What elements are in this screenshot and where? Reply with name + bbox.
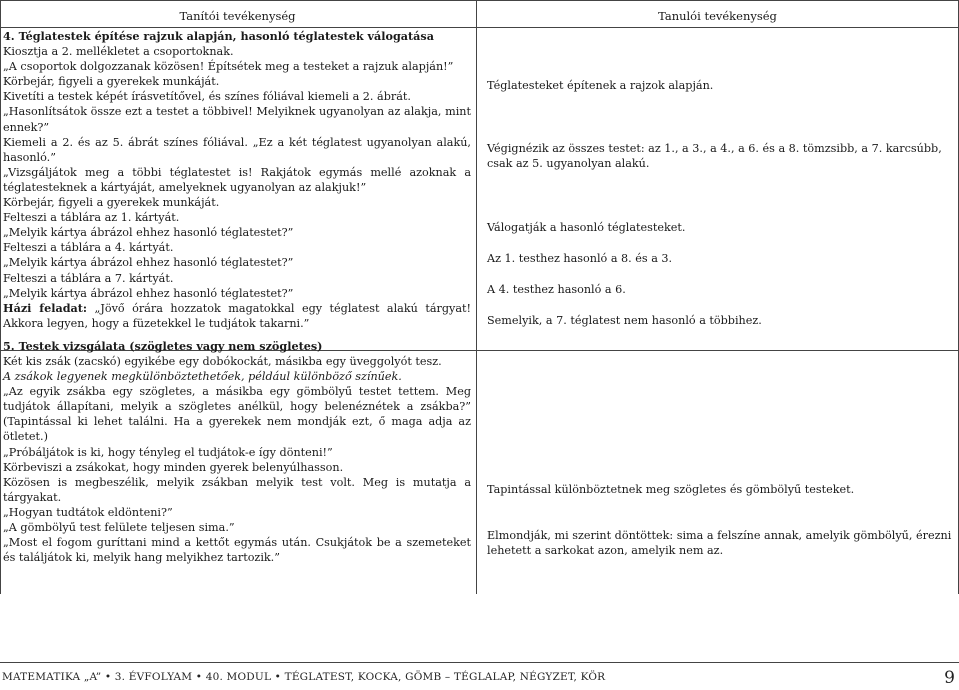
text-line: Körbejár, figyeli a gyerekek munkáját. bbox=[3, 75, 220, 89]
text-line: Közösen is megbeszélik, melyik zsákban melyik test volt. Meg is mutatja a tárgyakat. bbox=[3, 475, 471, 504]
text-line: Felteszi a táblára a 7. kártyát. bbox=[3, 271, 174, 285]
text-line: Kiemeli a 2. és az 5. ábrát színes fóliával. „Ez a két téglatest ugyanolyan alakú, hasonló.” bbox=[3, 135, 471, 164]
student-text-4: Az 1. testhez hasonló a 8. és a 3. bbox=[487, 252, 673, 265]
column-divider bbox=[476, 0, 477, 594]
text-line: Két kis zsák (zacskó) egyikébe egy dobókockát, másikba egy üveggolyót tesz. bbox=[3, 354, 442, 368]
table-left-border bbox=[0, 0, 1, 594]
text-line: Felteszi a táblára az 1. kártyát. bbox=[3, 211, 180, 225]
student-text-3: Válogatják a hasonló téglatesteket. bbox=[487, 221, 686, 234]
text-line: „Vizsgáljátok meg a többi téglatestet is! Rakjátok egymás mellé azoknak a téglatesteknek a kártyáját, amelyeknek ugyanolyan az alakjuk!” bbox=[3, 165, 471, 194]
table-top-border bbox=[0, 0, 959, 1]
text-line: „Az egyik zsákba egy szögletes, a másikba egy gömbölyű testet tettem. Meg tudjátok állapítani, melyik a szögletes anélkül, hogy belenéznétek a zsákba?” (Tapintással ki lehet találni. Ha a gyerekek nem mondják ezt, ő maga adja az ötletet.) bbox=[3, 385, 471, 444]
text-line: Felteszi a táblára a 4. kártyát. bbox=[3, 241, 174, 255]
student-text-8: Elmondják, mi szerint döntöttek: sima a felszíne annak, amelyik gömbölyű, érezni lehetett a sarkokat azon, amelyik nem az. bbox=[487, 529, 952, 558]
student-text-1: Téglatesteket építenek a rajzok alapján. bbox=[487, 79, 714, 92]
text-line: Kivetíti a testek képét írásvetítővel, és színes fóliával kiemeli a 2. ábrát. bbox=[3, 90, 411, 104]
text-line: Körbejár, figyeli a gyerekek munkáját. bbox=[3, 196, 220, 210]
homework-paragraph bbox=[3, 301, 471, 331]
footer-rule bbox=[0, 662, 959, 663]
section-5-heading: 5. Testek vizsgálata (szögletes vagy nem szögletes) bbox=[3, 338, 323, 353]
text-line: „Próbáljátok is ki, hogy tényleg el tudjátok-e így dönteni!” bbox=[3, 445, 333, 459]
text-line: „Melyik kártya ábrázol ehhez hasonló téglatestet?” bbox=[3, 286, 294, 300]
italic-note: A zsákok legyenek megkülönböztethetőek, például különböző színűek. bbox=[3, 370, 402, 384]
header-teacher-activity: Tanítói tevékenység bbox=[179, 9, 296, 23]
header-student-activity: Tanulói tevékenység bbox=[658, 9, 777, 23]
footer-title: MATEMATIKA „A” • 3. ÉVFOLYAM • 40. MODUL • TÉGLATEST, KOCKA, GÖMB – TÉGLALAP, NÉGYZET, KÖR bbox=[2, 671, 606, 683]
text-line: „A csoportok dolgozzanak közösen! Építsétek meg a testeket a rajzuk alapján!” bbox=[3, 60, 454, 74]
section-4-heading: 4. Téglatestek építése rajzuk alapján, hasonló téglatestek válogatása bbox=[3, 29, 434, 43]
text-line: Kiosztja a 2. mellékletet a csoportoknak. bbox=[3, 45, 234, 59]
text-line: „Hasonlítsátok össze ezt a testet a többivel! Melyiknek ugyanolyan az alakja, mint ennek?” bbox=[3, 105, 471, 134]
text-line: „Melyik kártya ábrázol ehhez hasonló téglatestet?” bbox=[3, 256, 294, 270]
text-line: „Hogyan tudtátok eldönteni?” bbox=[3, 505, 173, 519]
header-divider bbox=[0, 27, 959, 28]
student-text-5: A 4. testhez hasonló a 6. bbox=[487, 283, 626, 296]
text-line: „Most el fogom guríttani mind a kettőt egymás után. Csukjátok be a szemeteket és találjátok ki, melyik hang melyikhez tartozik.” bbox=[3, 536, 471, 565]
text-line: „Melyik kártya ábrázol ehhez hasonló téglatestet?” bbox=[3, 226, 294, 240]
student-text-7: Tapintással különböztetnek meg szögletes és gömbölyű testeket. bbox=[487, 483, 855, 496]
student-text-6: Semelyik, a 7. téglatest nem hasonló a többihez. bbox=[487, 314, 762, 327]
homework-label: Házi feladat: bbox=[3, 300, 88, 315]
page-footer bbox=[0, 662, 959, 690]
student-text-2: Végignézik az összes testet: az 1., a 3., a 4., a 6. és a 8. tömzsibb, a 7. karcsúbb, csak az 5. ugyanolyan alakú. bbox=[487, 142, 942, 171]
teacher-column bbox=[3, 29, 471, 565]
text-line: Körbeviszi a zsákokat, hogy minden gyerek belenyúlhasson. bbox=[3, 460, 344, 474]
page-number: 9 bbox=[944, 668, 955, 688]
text-line: „A gömbölyű test felülete teljesen sima.” bbox=[3, 521, 235, 534]
homework-text: „Jövő órára hozzatok magatokkal egy téglatest alakú tárgyat! Akkora legyen, hogy a füzetekkel le tudjátok takarni.” bbox=[3, 301, 471, 330]
